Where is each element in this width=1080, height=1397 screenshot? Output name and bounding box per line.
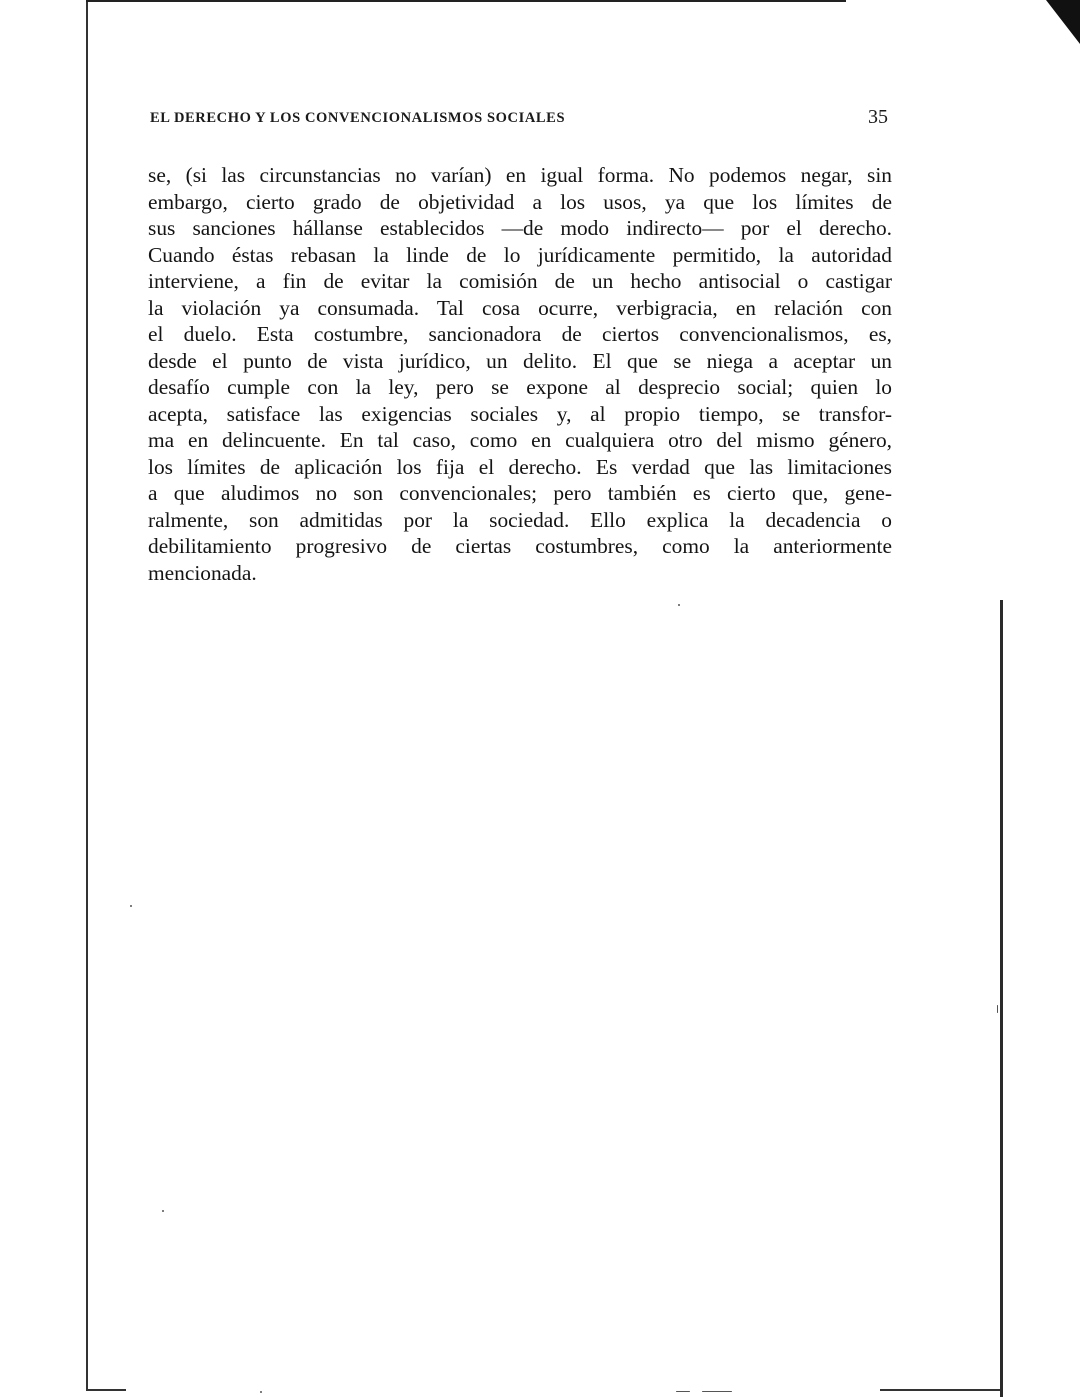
scan-frame-bottom-edge [86, 1389, 126, 1391]
text-line: ma en delincuente. En tal caso, como en cualquiera otro del mismo género, [148, 428, 892, 452]
text-line: desafío cumple con la ley, pero se expone al desprecio social; quien lo [148, 375, 892, 399]
text-line: embargo, cierto grado de objetividad a los usos, ya que los límites de [148, 189, 892, 214]
scan-frame-left-edge [86, 0, 88, 1390]
text-line: mencionada. [148, 560, 257, 585]
text-line: interviene, a fin de evitar la comisión de un hecho antisocial o castigar [148, 269, 892, 293]
running-head: EL DERECHO Y LOS CONVENCIONALISMOS SOCIALES [150, 110, 566, 126]
text-line: acepta, satisface las exigencias sociales y, al propio tiempo, se transfor- [148, 401, 892, 426]
text-line: ralmente, son admitidas por la sociedad. Ello explica la decadencia o [148, 507, 892, 532]
scan-frame-right-edge [1000, 600, 1003, 1397]
scan-frame-top-edge [86, 0, 846, 2]
scan-speck [130, 905, 132, 907]
text-line: se, (si las circunstancias no varían) en igual forma. No podemos negar, sin [148, 163, 892, 187]
text-line: sus sanciones hállanse establecidos —de modo indirecto— por el derecho. [148, 216, 892, 240]
scan-frame-left-tick [86, 0, 94, 2]
text-line: desde el punto de vista jurídico, un delito. El que se niega a aceptar un [148, 348, 892, 373]
text-line: a que aludimos no son convencionales; pero también es cierto que, gene- [148, 481, 892, 505]
scan-speck [997, 1005, 998, 1013]
page-corner-fold-icon [1020, 0, 1080, 60]
body-paragraph [148, 162, 892, 586]
scan-speck [702, 1391, 732, 1392]
text-line: debilitamiento progresivo de ciertas costumbres, como la anteriormente [148, 534, 892, 558]
scan-frame-bottom-right-edge [880, 1389, 1000, 1391]
text-line: los límites de aplicación los fija el derecho. Es verdad que las limitaciones [148, 454, 892, 479]
scan-speck [678, 604, 680, 606]
text-line: Cuando éstas rebasan la linde de lo jurídicamente permitido, la autoridad [148, 242, 892, 267]
scan-speck [260, 1391, 262, 1393]
text-line: la violación ya consumada. Tal cosa ocurre, verbigracia, en relación con [148, 295, 892, 320]
scan-speck [676, 1391, 690, 1392]
text-line: el duelo. Esta costumbre, sancionadora de ciertos convencionalismos, es, [148, 322, 892, 346]
page-number: 35 [868, 106, 888, 128]
scan-speck [162, 1210, 164, 1212]
